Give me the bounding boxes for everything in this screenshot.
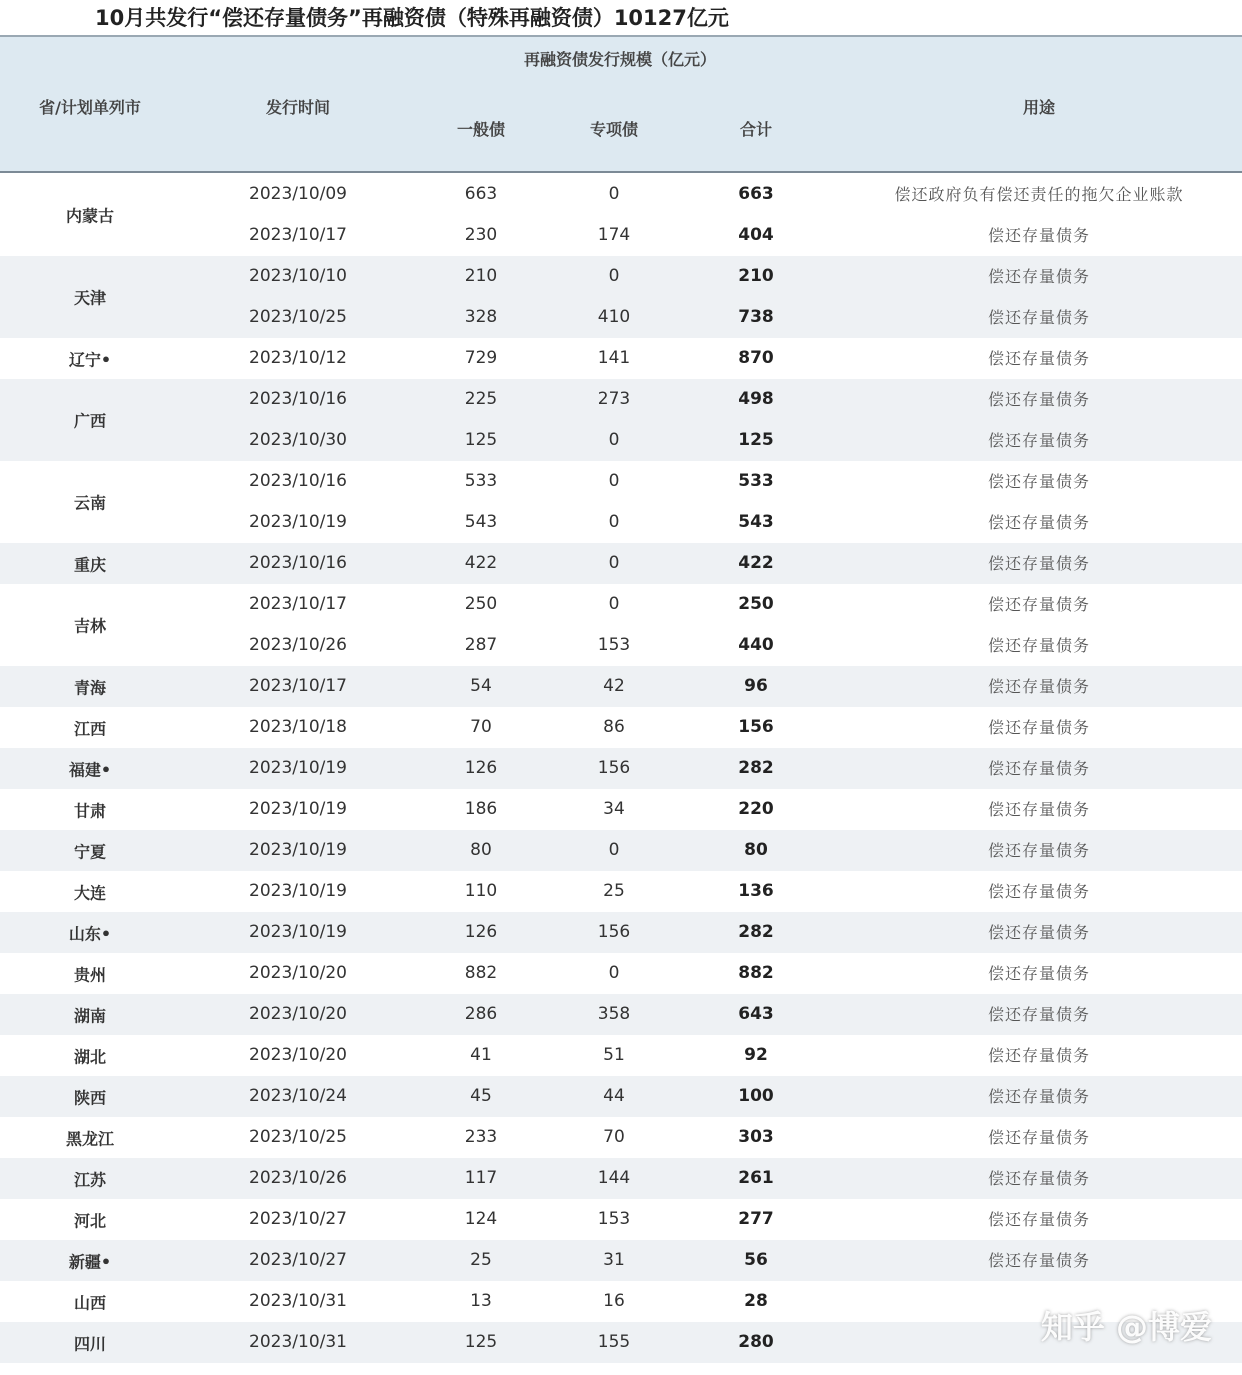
issue-date: 2023/10/19 [249, 922, 347, 942]
issue-date: 2023/10/20 [249, 963, 347, 983]
general-bond-value: 126 [464, 758, 498, 778]
issue-date: 2023/10/20 [249, 1004, 347, 1024]
table-row [0, 256, 1242, 297]
use-text: 偿还存量债务 [987, 513, 1091, 532]
special-bond-value: 0 [608, 512, 620, 532]
region-name: 四川 [73, 1334, 107, 1353]
region-name: 江苏 [73, 1170, 107, 1189]
region-name: 山东• [68, 924, 112, 943]
total-value: 136 [738, 881, 774, 901]
general-bond-value: 25 [470, 1250, 492, 1270]
total-value: 125 [738, 430, 774, 450]
total-value: 643 [738, 1004, 774, 1024]
issue-date: 2023/10/19 [249, 512, 347, 532]
region-name: 河北 [73, 1211, 107, 1230]
use-text: 偿还存量债务 [987, 472, 1091, 491]
total-value: 498 [738, 389, 774, 409]
issue-date: 2023/10/16 [249, 553, 347, 573]
special-bond-value: 410 [597, 307, 631, 327]
total-value: 422 [738, 553, 774, 573]
total-value: 100 [738, 1086, 774, 1106]
region-name: 广西 [73, 411, 107, 431]
use-text: 偿还存量债务 [987, 1005, 1091, 1024]
use-text: 偿还存量债务 [987, 554, 1091, 573]
use-text: 偿还存量债务 [987, 964, 1091, 983]
special-bond-value: 25 [603, 881, 625, 901]
region-name: 江西 [73, 719, 107, 738]
use-text: 偿还存量债务 [987, 882, 1091, 901]
issue-date: 2023/10/31 [249, 1291, 347, 1311]
general-bond-value: 125 [464, 430, 498, 450]
use-text: 偿还存量债务 [987, 390, 1091, 409]
use-text: 偿还存量债务 [987, 1210, 1091, 1229]
issue-date: 2023/10/17 [249, 594, 347, 614]
region-name: 新疆• [68, 1252, 112, 1271]
issue-date: 2023/10/18 [249, 717, 347, 737]
use-text: 偿还存量债务 [987, 431, 1091, 450]
header-use: 用途 [1022, 98, 1056, 117]
total-value: 663 [738, 184, 774, 204]
total-value: 870 [738, 348, 774, 368]
use-text: 偿还存量债务 [987, 349, 1091, 368]
table-row [0, 215, 1242, 256]
table-row [0, 666, 1242, 707]
general-bond-value: 287 [464, 635, 498, 655]
general-bond-value: 250 [464, 594, 498, 614]
use-text: 偿还存量债务 [987, 1046, 1091, 1065]
table-row [0, 625, 1242, 666]
special-bond-value: 0 [608, 840, 620, 860]
use-text: 偿还存量债务 [987, 759, 1091, 778]
table-row [0, 1199, 1242, 1240]
total-value: 440 [738, 635, 774, 655]
special-bond-value: 86 [603, 717, 625, 737]
region-name: 黑龙江 [65, 1129, 115, 1148]
general-bond-value: 286 [464, 1004, 498, 1024]
table-row [0, 502, 1242, 543]
general-bond-value: 328 [464, 307, 498, 327]
issue-date: 2023/10/25 [249, 1127, 347, 1147]
use-text: 偿还政府负有偿还责任的拖欠企业账款 [894, 185, 1184, 204]
header-date: 发行时间 [265, 98, 331, 117]
general-bond-value: 422 [464, 553, 498, 573]
issue-date: 2023/10/17 [249, 676, 347, 696]
use-text: 偿还存量债务 [987, 923, 1091, 942]
use-text: 偿还存量债务 [987, 636, 1091, 655]
table-row [0, 994, 1242, 1035]
general-bond-value: 230 [464, 225, 498, 245]
region-name: 湖南 [73, 1006, 107, 1025]
table-row [0, 871, 1242, 912]
special-bond-value: 155 [597, 1332, 631, 1352]
region-name: 山西 [73, 1293, 107, 1312]
table-row [0, 1076, 1242, 1117]
general-bond-value: 110 [464, 881, 498, 901]
total-value: 282 [738, 922, 774, 942]
region-name: 重庆 [73, 555, 107, 574]
total-value: 404 [738, 225, 774, 245]
general-bond-value: 543 [464, 512, 498, 532]
issue-date: 2023/10/16 [249, 389, 347, 409]
region-name: 福建• [68, 760, 112, 779]
region-name: 湖北 [73, 1047, 107, 1066]
issue-date: 2023/10/27 [249, 1209, 347, 1229]
general-bond-value: 124 [464, 1209, 498, 1229]
special-bond-value: 0 [608, 594, 620, 614]
table-row [0, 338, 1242, 379]
special-bond-value: 0 [608, 266, 620, 286]
general-bond-value: 80 [470, 840, 492, 860]
table-row [0, 297, 1242, 338]
table-row [0, 420, 1242, 461]
region-name: 内蒙古 [65, 206, 115, 226]
use-text: 偿还存量债务 [987, 267, 1091, 286]
table-row [0, 748, 1242, 789]
table-row [0, 584, 1242, 625]
total-value: 220 [738, 799, 774, 819]
issue-date: 2023/10/30 [249, 430, 347, 450]
table-header [0, 35, 1242, 173]
total-value: 282 [738, 758, 774, 778]
region-name: 大连 [73, 883, 107, 902]
special-bond-value: 0 [608, 553, 620, 573]
special-bond-value: 156 [597, 922, 631, 942]
table-row [0, 1117, 1242, 1158]
general-bond-value: 70 [470, 717, 492, 737]
header-general-bond: 一般债 [456, 120, 506, 139]
watermark: 知乎 @博爱 [1040, 1308, 1212, 1346]
region-name: 吉林 [73, 616, 107, 636]
region-name: 宁夏 [73, 842, 107, 861]
issue-date: 2023/10/16 [249, 471, 347, 491]
issue-date: 2023/10/27 [249, 1250, 347, 1270]
issue-date: 2023/10/19 [249, 758, 347, 778]
special-bond-value: 273 [597, 389, 631, 409]
special-bond-value: 0 [608, 963, 620, 983]
special-bond-value: 31 [603, 1250, 625, 1270]
table-row [0, 707, 1242, 748]
general-bond-value: 45 [470, 1086, 492, 1106]
special-bond-value: 153 [597, 635, 631, 655]
use-text: 偿还存量债务 [987, 1087, 1091, 1106]
issue-date: 2023/10/25 [249, 307, 347, 327]
table-row [0, 789, 1242, 830]
issue-date: 2023/10/19 [249, 799, 347, 819]
special-bond-value: 44 [603, 1086, 625, 1106]
issue-date: 2023/10/09 [249, 184, 347, 204]
issue-date: 2023/10/26 [249, 635, 347, 655]
general-bond-value: 225 [464, 389, 498, 409]
table-row [0, 912, 1242, 953]
total-value: 543 [738, 512, 774, 532]
special-bond-value: 34 [603, 799, 625, 819]
region-name: 辽宁• [68, 350, 112, 369]
region-name: 天津 [73, 288, 107, 308]
special-bond-value: 0 [608, 471, 620, 491]
general-bond-value: 41 [470, 1045, 492, 1065]
region-name: 陕西 [73, 1088, 107, 1107]
use-text: 偿还存量债务 [987, 677, 1091, 696]
table-row [0, 830, 1242, 871]
general-bond-value: 233 [464, 1127, 498, 1147]
special-bond-value: 0 [608, 430, 620, 450]
general-bond-value: 125 [464, 1332, 498, 1352]
special-bond-value: 42 [603, 676, 625, 696]
use-text: 偿还存量债务 [987, 1251, 1091, 1270]
special-bond-value: 0 [608, 184, 620, 204]
total-value: 96 [744, 676, 768, 696]
general-bond-value: 882 [464, 963, 498, 983]
general-bond-value: 186 [464, 799, 498, 819]
table-row [0, 1240, 1242, 1281]
header-scale-group: 再融资债发行规模（亿元） [523, 50, 717, 69]
issue-date: 2023/10/24 [249, 1086, 347, 1106]
total-value: 303 [738, 1127, 774, 1147]
total-value: 92 [744, 1045, 768, 1065]
header-special-bond: 专项债 [589, 120, 639, 139]
table-row [0, 174, 1242, 215]
issue-date: 2023/10/12 [249, 348, 347, 368]
general-bond-value: 13 [470, 1291, 492, 1311]
special-bond-value: 144 [597, 1168, 631, 1188]
total-value: 261 [738, 1168, 774, 1188]
total-value: 533 [738, 471, 774, 491]
table-row [0, 461, 1242, 502]
special-bond-value: 70 [603, 1127, 625, 1147]
use-text: 偿还存量债务 [987, 718, 1091, 737]
total-value: 738 [738, 307, 774, 327]
region-name: 青海 [73, 678, 107, 697]
general-bond-value: 663 [464, 184, 498, 204]
region-name: 云南 [73, 493, 107, 513]
total-value: 80 [744, 840, 768, 860]
table-title: 10月共发行“偿还存量债务”再融资债（特殊再融资债）10127亿元 [95, 6, 729, 30]
table-row [0, 543, 1242, 584]
general-bond-value: 533 [464, 471, 498, 491]
header-region: 省/计划单列市 [39, 98, 141, 117]
special-bond-value: 16 [603, 1291, 625, 1311]
total-value: 882 [738, 963, 774, 983]
special-bond-value: 141 [597, 348, 631, 368]
use-text: 偿还存量债务 [987, 1169, 1091, 1188]
total-value: 56 [744, 1250, 768, 1270]
total-value: 28 [744, 1291, 768, 1311]
special-bond-value: 358 [597, 1004, 631, 1024]
special-bond-value: 156 [597, 758, 631, 778]
table-row [0, 1158, 1242, 1199]
use-text: 偿还存量债务 [987, 800, 1091, 819]
general-bond-value: 117 [464, 1168, 498, 1188]
special-bond-value: 51 [603, 1045, 625, 1065]
general-bond-value: 210 [464, 266, 498, 286]
issue-date: 2023/10/10 [249, 266, 347, 286]
issue-date: 2023/10/26 [249, 1168, 347, 1188]
general-bond-value: 126 [464, 922, 498, 942]
use-text: 偿还存量债务 [987, 1128, 1091, 1147]
header-total: 合计 [739, 120, 773, 139]
total-value: 280 [738, 1332, 774, 1352]
total-value: 210 [738, 266, 774, 286]
special-bond-value: 153 [597, 1209, 631, 1229]
total-value: 156 [738, 717, 774, 737]
use-text: 偿还存量债务 [987, 226, 1091, 245]
use-text: 偿还存量债务 [987, 308, 1091, 327]
issue-date: 2023/10/19 [249, 840, 347, 860]
general-bond-value: 729 [464, 348, 498, 368]
table-row [0, 1035, 1242, 1076]
total-value: 277 [738, 1209, 774, 1229]
region-name: 甘肃 [73, 801, 107, 820]
issue-date: 2023/10/19 [249, 881, 347, 901]
use-text: 偿还存量债务 [987, 595, 1091, 614]
special-bond-value: 174 [597, 225, 631, 245]
table-row [0, 953, 1242, 994]
issue-date: 2023/10/17 [249, 225, 347, 245]
use-text: 偿还存量债务 [987, 841, 1091, 860]
total-value: 250 [738, 594, 774, 614]
issue-date: 2023/10/20 [249, 1045, 347, 1065]
issue-date: 2023/10/31 [249, 1332, 347, 1352]
region-name: 贵州 [73, 965, 107, 984]
general-bond-value: 54 [470, 676, 492, 696]
table-row [0, 379, 1242, 420]
